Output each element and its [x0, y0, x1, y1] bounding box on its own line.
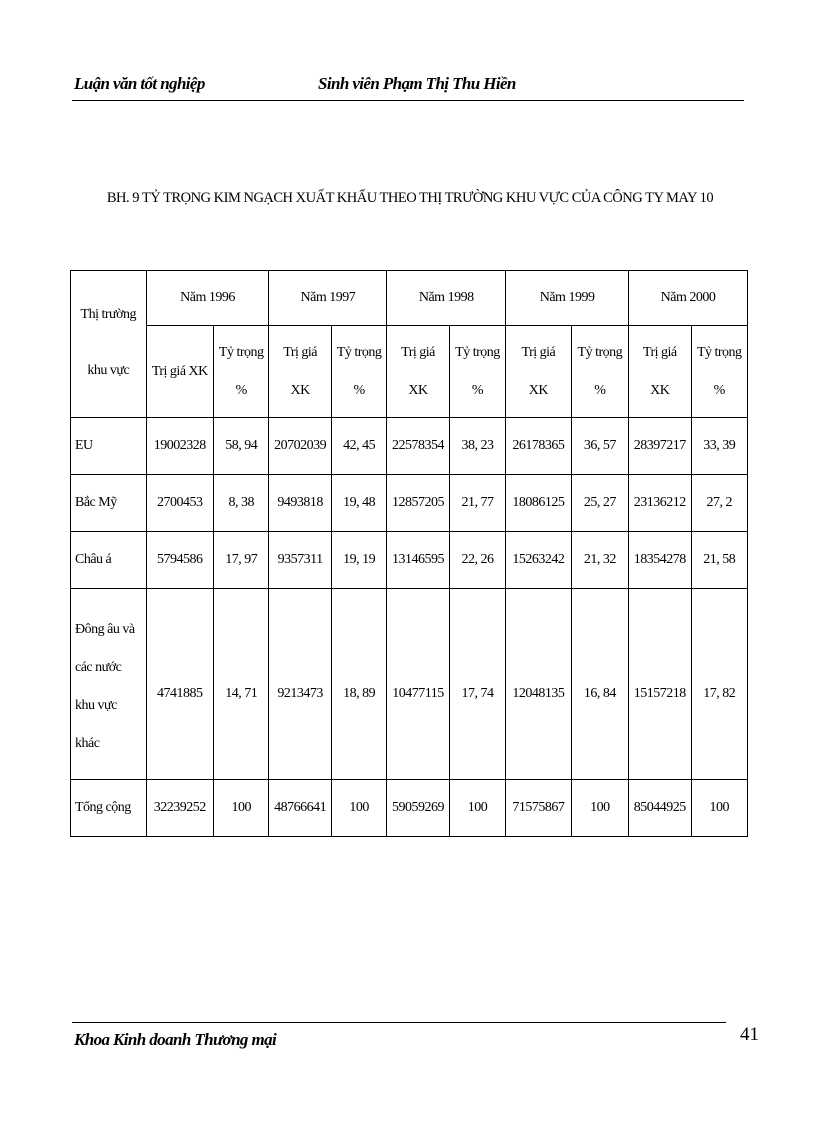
table-cell: 9493818 [269, 475, 331, 532]
share-header: Tỷ trọng % [691, 326, 748, 418]
table-cell: 38, 23 [449, 418, 505, 475]
region-cell: Bắc Mỹ [71, 475, 147, 532]
header-divider [72, 100, 744, 101]
table-cell: 100 [449, 780, 505, 837]
share-header: Tỷ trọng % [214, 326, 269, 418]
table-cell: 4741885 [146, 589, 213, 780]
region-cell: Tổng cộng [71, 780, 147, 837]
table-cell: 100 [691, 780, 748, 837]
table-cell: 13146595 [387, 532, 449, 589]
region-cell: EU [71, 418, 147, 475]
table-cell: 22, 26 [449, 532, 505, 589]
share-header: Tỷ trọng % [331, 326, 386, 418]
table-row [71, 532, 748, 589]
footer-faculty: Khoa Kinh doanh Thương mại [74, 1030, 277, 1049]
table-cell: 85044925 [629, 780, 691, 837]
region-header-line1: Thị trường [80, 307, 137, 322]
table-cell: 58, 94 [214, 418, 269, 475]
year-header-1997: Năm 1997 [269, 271, 387, 326]
table-cell: 14, 71 [214, 589, 269, 780]
table-cell: 17, 97 [214, 532, 269, 589]
region-cell: Châu á [71, 532, 147, 589]
value-header: Trị giá XK [269, 326, 331, 418]
table-cell: 12857205 [387, 475, 449, 532]
share-header: Tỷ trọng % [449, 326, 505, 418]
table-cell: 17, 82 [691, 589, 748, 780]
table-cell: 22578354 [387, 418, 449, 475]
table-cell: 5794586 [146, 532, 213, 589]
header-student-name: Sinh viên Phạm Thị Thu Hiền [318, 74, 516, 93]
table-title: BH. 9 TỶ TRỌNG KIM NGẠCH XUẤT KHẨU THEO THỊ TRƯỜNG KHU VỰC CỦA CÔNG TY MAY 10 [106, 190, 714, 206]
table-cell: 17, 74 [449, 589, 505, 780]
table-cell: 18086125 [506, 475, 571, 532]
table-row [71, 475, 748, 532]
table-cell: 27, 2 [691, 475, 748, 532]
table-row [71, 418, 748, 475]
table-cell: 21, 58 [691, 532, 748, 589]
table-cell: 15263242 [506, 532, 571, 589]
page-number: 41 [740, 1024, 759, 1045]
region-column-header [71, 271, 147, 418]
value-header: Trị giá XK [146, 326, 213, 418]
region-cell: Đông âu và các nước khu vực khác [71, 589, 147, 780]
table-cell: 28397217 [629, 418, 691, 475]
table-row-total [71, 780, 748, 837]
value-header: Trị giá XK [629, 326, 691, 418]
table-cell: 10477115 [387, 589, 449, 780]
footer-divider [72, 1022, 726, 1023]
table-cell: 100 [331, 780, 386, 837]
table-cell: 18, 89 [331, 589, 386, 780]
table-cell: 32239252 [146, 780, 213, 837]
year-header-1998: Năm 1998 [387, 271, 506, 326]
table-cell: 19, 48 [331, 475, 386, 532]
year-header-2000: Năm 2000 [629, 271, 748, 326]
table-cell: 19002328 [146, 418, 213, 475]
table-cell: 15157218 [629, 589, 691, 780]
region-header-line2: khu vực [87, 363, 130, 378]
table-cell: 59059269 [387, 780, 449, 837]
year-header-1999: Năm 1999 [506, 271, 629, 326]
table-cell: 25, 27 [571, 475, 628, 532]
table-cell: 20702039 [269, 418, 331, 475]
table-cell: 100 [214, 780, 269, 837]
year-header-1996: Năm 1996 [146, 271, 269, 326]
table-cell: 2700453 [146, 475, 213, 532]
table-subheader-row [71, 326, 748, 418]
value-header: Trị giá XK [506, 326, 571, 418]
table-cell: 33, 39 [691, 418, 748, 475]
value-header: Trị giá XK [387, 326, 449, 418]
table-cell: 71575867 [506, 780, 571, 837]
table-cell: 9357311 [269, 532, 331, 589]
table-cell: 100 [571, 780, 628, 837]
table-cell: 19, 19 [331, 532, 386, 589]
header-thesis-label: Luận văn tốt nghiệp [74, 74, 205, 93]
table-cell: 9213473 [269, 589, 331, 780]
table-cell: 16, 84 [571, 589, 628, 780]
table-cell: 42, 45 [331, 418, 386, 475]
table-cell: 48766641 [269, 780, 331, 837]
table-cell: 21, 32 [571, 532, 628, 589]
table-cell: 21, 77 [449, 475, 505, 532]
table-cell: 36, 57 [571, 418, 628, 475]
table-cell: 12048135 [506, 589, 571, 780]
export-share-table [70, 270, 748, 837]
share-header: Tỷ trọng % [571, 326, 628, 418]
table-cell: 8, 38 [214, 475, 269, 532]
table-header-row [71, 271, 748, 326]
table-cell: 18354278 [629, 532, 691, 589]
table-cell: 26178365 [506, 418, 571, 475]
table-cell: 23136212 [629, 475, 691, 532]
table-row [71, 589, 748, 780]
